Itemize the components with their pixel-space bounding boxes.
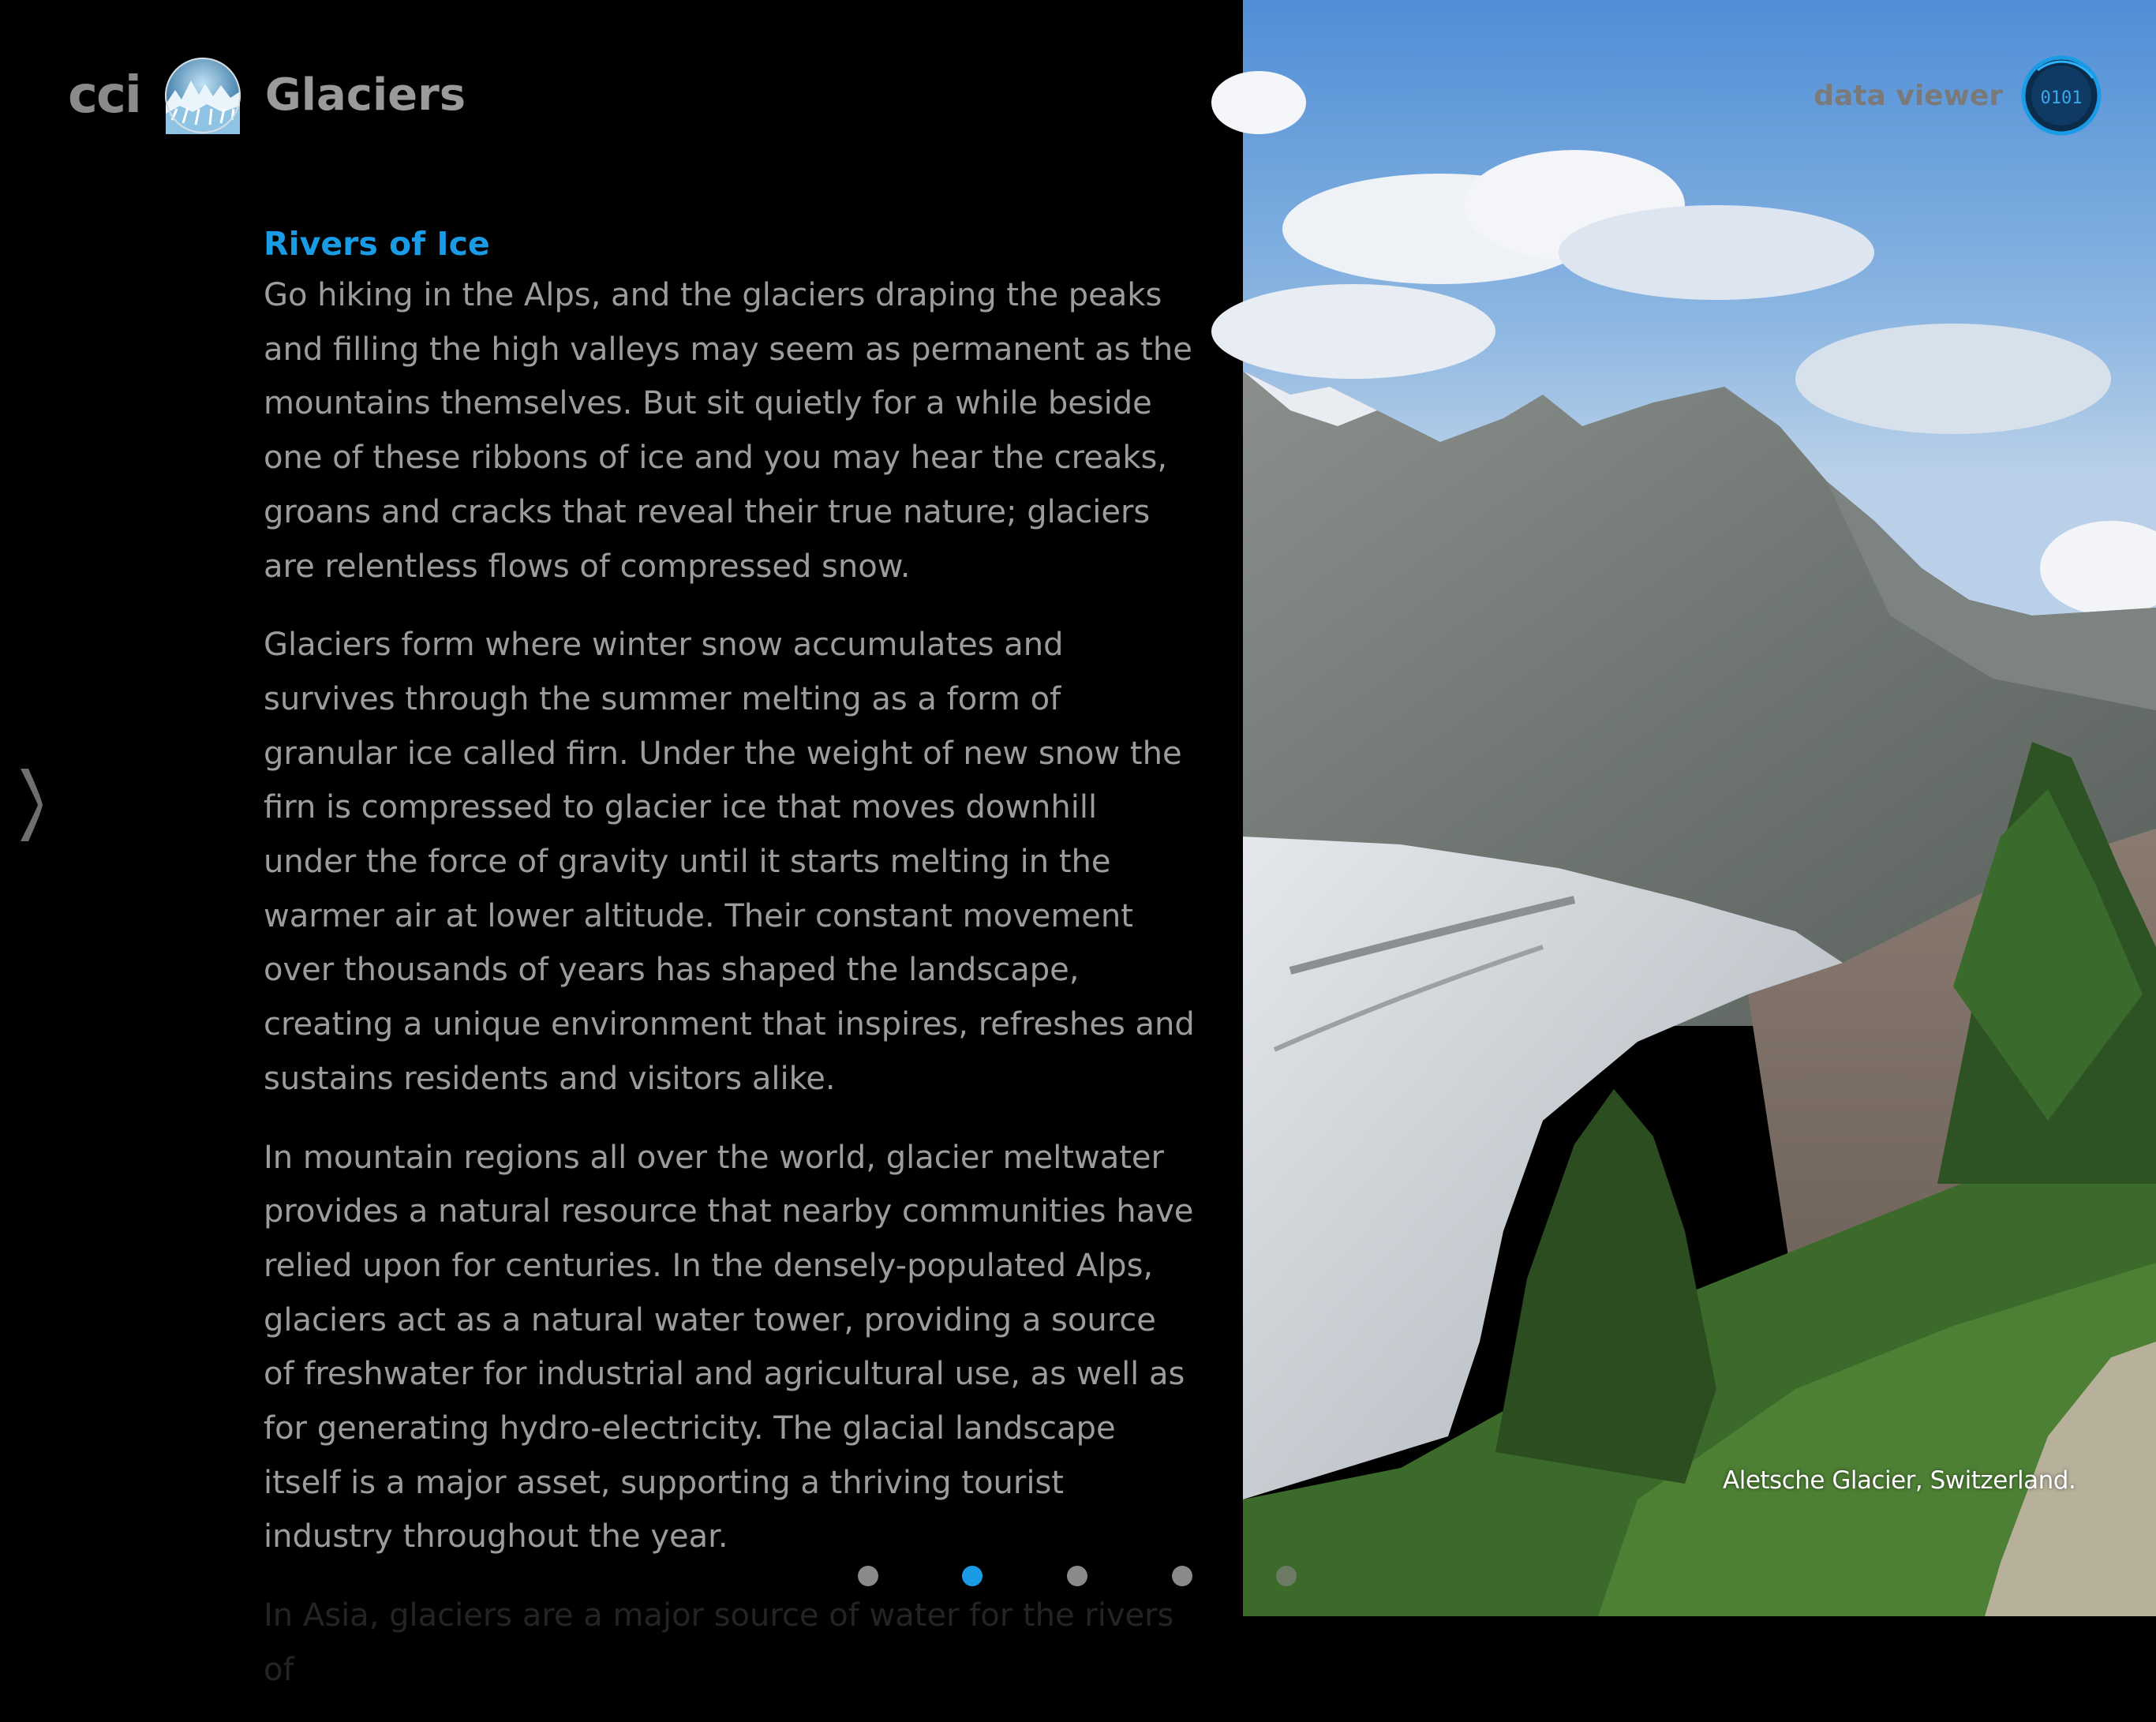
article-paragraph: Glaciers form where winter snow accumulates and survives through the summer melting as a form of granular ice called firn. Under the weight of new snow the firn is compressed to glacier ice that moves downhill under the force of gravity until it starts melting in the warmer air at lower altitude. Their constant movement over thousands of years has shaped the landscape, creating a unique environment that inspires, refreshes and sustains residents and visitors alike. (264, 627, 1195, 1097)
data-viewer-label: data viewer (1814, 79, 2003, 112)
glacier-photo (1243, 0, 2156, 1616)
article-paragraph: Go hiking in the Alps, and the glaciers draping the peaks and filling the high valleys may seem as permanent as the mountains themselves. But sit quietly for a while beside one of these ribbons of ice and you may hear the creaks, groans and cracks that reveal their true nature; glaciers are relentless flows of compressed snow. (264, 277, 1192, 585)
app-title: Glaciers (264, 69, 466, 121)
article-paragraph: In Asia, glaciers are a major source of water for the rivers of (264, 1597, 1174, 1688)
glacier-globe-icon (164, 57, 241, 134)
page-dot[interactable] (1067, 1566, 1087, 1586)
article-heading: Rivers of Ice (264, 225, 490, 263)
page-dot[interactable] (1172, 1566, 1192, 1586)
photo-caption: Aletsche Glacier, Switzerland. (1723, 1466, 2076, 1495)
next-page-chevron-icon[interactable] (11, 766, 43, 844)
page-dot[interactable] (1276, 1566, 1297, 1586)
article (264, 219, 1195, 1722)
app-header (68, 52, 466, 139)
page-dot-active[interactable] (962, 1566, 983, 1586)
binary-digits: 0101 (2040, 88, 2083, 108)
cci-logo[interactable]: cci (68, 66, 140, 125)
binary-0101-icon (2020, 54, 2102, 137)
article-paragraph: In mountain regions all over the world, glacier meltwater provides a natural resource that nearby communities have relied upon for centuries. In the densely-populated Alps, glaciers act as a natural water tower, providing a source of freshwater for industrial and agricultural use, as well as for generating hydro-electricity. The glacial landscape itself is a major asset, supporting a thriving tourist industry throughout the year. (264, 1139, 1194, 1555)
page-dot[interactable] (858, 1566, 878, 1586)
data-viewer-button[interactable] (1814, 52, 2102, 139)
